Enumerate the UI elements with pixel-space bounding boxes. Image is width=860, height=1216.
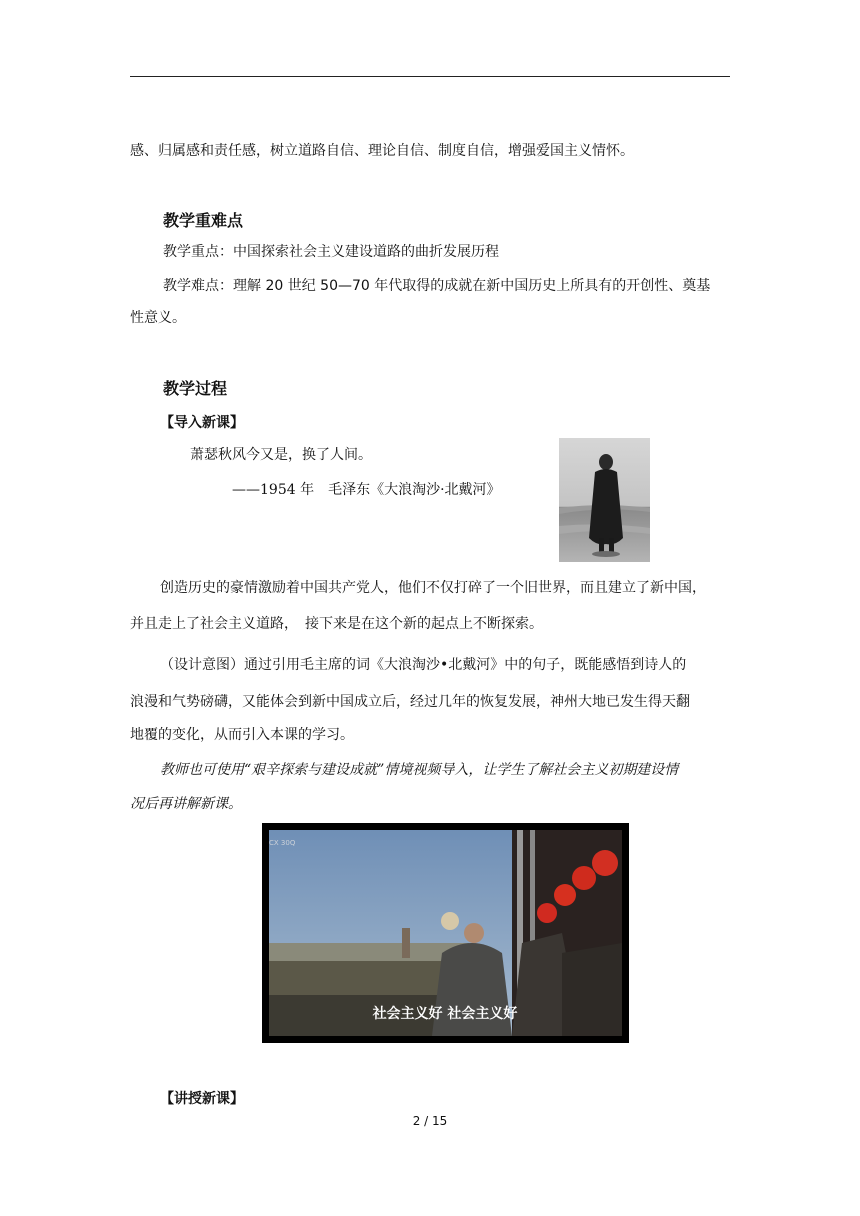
design-intent-line: 浪漫和气势磅礴，又能体会到新中国成立后，经过几年的恢复发展，神州大地已发生得天翻 [130,694,690,710]
new-lesson-heading: 【讲授新课】 [160,1091,244,1107]
video-caption: 社会主义好 社会主义好 [372,1006,518,1022]
video-logo: CX 30Q [269,839,296,847]
teaching-focus: 教学重点：中国探索社会主义建设道路的曲折发展历程 [163,244,499,260]
design-intent-line: （设计意图）通过引用毛主席的词《大浪淘沙•北戴河》中的句子，既能感悟到诗人的 [160,657,687,673]
section-heading-process: 教学过程 [163,379,228,398]
teaching-difficulty-line1: 教学难点：理解 20 世纪 50—70 年代取得的成就在新中国历史上所具有的开创性、奠基 [163,278,711,294]
paragraph-line: 并且走上了社会主义道路， 接下来是在这个新的起点上不断探索。 [130,616,543,632]
teacher-note-line: 教师也可使用“艰辛探索与建设成就”情境视频导入，让学生了解社会主义初期建设情 [160,762,679,778]
intro-heading: 【导入新课】 [160,415,244,431]
section-heading-key-points: 教学重难点 [163,211,244,230]
design-intent-line: 地覆的变化，从而引入本课的学习。 [130,727,354,743]
mao-portrait-photo [559,438,650,562]
paragraph-line: 创造历史的豪情激励着中国共产党人，他们不仅打碎了一个旧世界，而且建立了新中国， [160,580,706,596]
paragraph-line: 感、归属感和责任感，树立道路自信、理论自信、制度自信，增强爱国主义情怀。 [130,143,634,159]
poem-source: ——1954 年 毛泽东《大浪淘沙·北戴河》 [232,482,501,498]
poem-line: 萧瑟秋风今又是，换了人间。 [190,447,372,463]
teacher-note-line: 况后再讲解新课。 [130,796,242,812]
teaching-difficulty-line2: 性意义。 [130,310,186,326]
header-rule [130,76,730,77]
page-number: 2 / 15 [412,1114,448,1128]
video-still-image [262,823,629,1043]
